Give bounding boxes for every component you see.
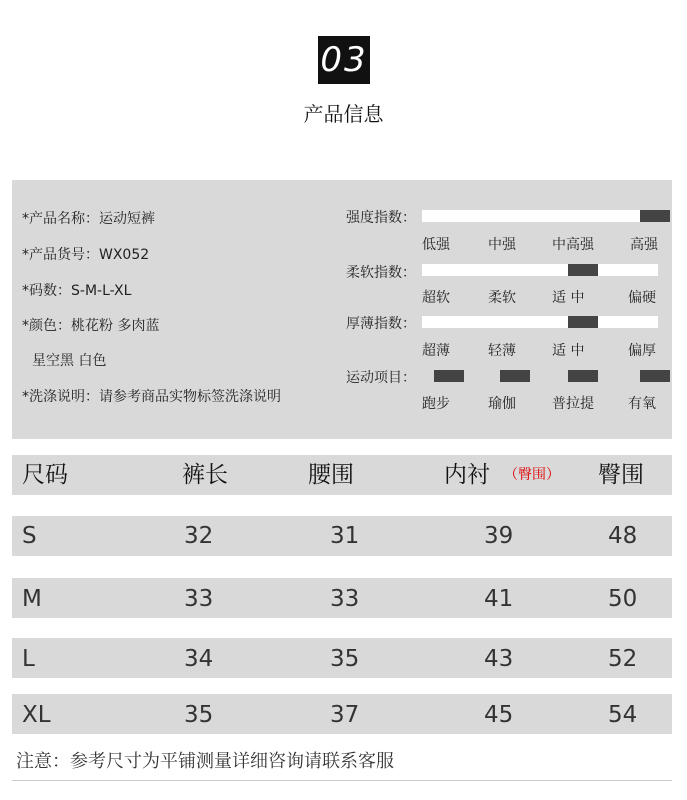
table-row <box>12 578 672 618</box>
header-hip: 臀围 <box>598 462 644 488</box>
scale-tick: 适 中 <box>552 343 585 359</box>
scale-marker <box>568 370 598 382</box>
cell-hip: 50 <box>608 586 638 612</box>
scale-track-softness <box>422 264 658 276</box>
cell-length: 33 <box>184 586 214 612</box>
product-sku: *产品货号：WX052 <box>22 247 150 263</box>
header-waist: 腰围 <box>308 462 354 488</box>
cell-length: 35 <box>184 702 214 728</box>
cell-size: L <box>22 646 35 672</box>
divider <box>12 780 672 781</box>
scale-track-sports <box>422 370 658 382</box>
scale-tick: 中高强 <box>552 237 594 253</box>
header-size: 尺码 <box>22 462 68 488</box>
section-number: 03 <box>318 36 370 84</box>
cell-hip: 48 <box>608 523 638 549</box>
cell-lining: 45 <box>484 702 514 728</box>
product-sizes: *码数：S-M-L-XL <box>22 283 132 299</box>
cell-lining: 41 <box>484 586 514 612</box>
scale-tick: 中强 <box>488 237 516 253</box>
scale-tick: 适 中 <box>552 290 585 306</box>
scale-marker <box>568 264 598 276</box>
header-lining-note: （臀围） <box>504 467 560 483</box>
scale-tick: 偏硬 <box>628 290 656 306</box>
scale-tick: 超薄 <box>422 343 450 359</box>
cell-length: 34 <box>184 646 214 672</box>
scale-marker <box>640 210 670 222</box>
scale-tick: 低强 <box>422 237 450 253</box>
scale-tick: 超软 <box>422 290 450 306</box>
cell-waist: 35 <box>330 646 360 672</box>
scale-tick: 偏厚 <box>628 343 656 359</box>
table-row <box>12 638 672 678</box>
header-lining: 内衬 <box>444 462 490 488</box>
cell-lining: 43 <box>484 646 514 672</box>
product-info-box <box>12 180 672 439</box>
cell-size: XL <box>22 702 51 728</box>
cell-lining: 39 <box>484 523 514 549</box>
scale-label-softness: 柔软指数： <box>346 265 416 281</box>
scale-label-sports: 运动项目： <box>346 370 416 386</box>
cell-hip: 54 <box>608 702 638 728</box>
size-note: 注意：参考尺寸为平铺测量详细咨询请联系客服 <box>16 751 394 772</box>
scale-label-strength: 强度指数： <box>346 210 416 226</box>
section-title: 产品信息 <box>303 102 384 126</box>
scale-tick: 柔软 <box>488 290 516 306</box>
scale-tick: 高强 <box>630 237 658 253</box>
product-colors-cont: 星空黑 白色 <box>32 353 107 369</box>
cell-waist: 37 <box>330 702 360 728</box>
size-table-header <box>12 455 672 495</box>
product-name: *产品名称：运动短裤 <box>22 211 155 227</box>
cell-hip: 52 <box>608 646 638 672</box>
wash-instructions: *洗涤说明：请参考商品实物标签洗涤说明 <box>22 389 281 405</box>
scale-tick: 有氧 <box>628 396 656 412</box>
scale-track-thickness <box>422 316 658 328</box>
scale-tick: 跑步 <box>422 396 450 412</box>
header-length: 裤长 <box>182 462 228 488</box>
cell-waist: 33 <box>330 586 360 612</box>
table-row <box>12 516 672 556</box>
scale-marker <box>500 370 530 382</box>
cell-length: 32 <box>184 523 214 549</box>
scale-track-strength <box>422 210 658 222</box>
scale-tick: 瑜伽 <box>488 396 516 412</box>
scale-marker <box>640 370 670 382</box>
scale-tick: 普拉提 <box>552 396 594 412</box>
cell-size: M <box>22 586 42 612</box>
cell-size: S <box>22 523 37 549</box>
scale-marker <box>568 316 598 328</box>
scale-marker <box>434 370 464 382</box>
table-row <box>12 694 672 734</box>
cell-waist: 31 <box>330 523 360 549</box>
scale-label-thickness: 厚薄指数： <box>346 316 416 332</box>
scale-tick: 轻薄 <box>488 343 516 359</box>
product-colors: *颜色：桃花粉 多肉蓝 <box>22 318 160 334</box>
